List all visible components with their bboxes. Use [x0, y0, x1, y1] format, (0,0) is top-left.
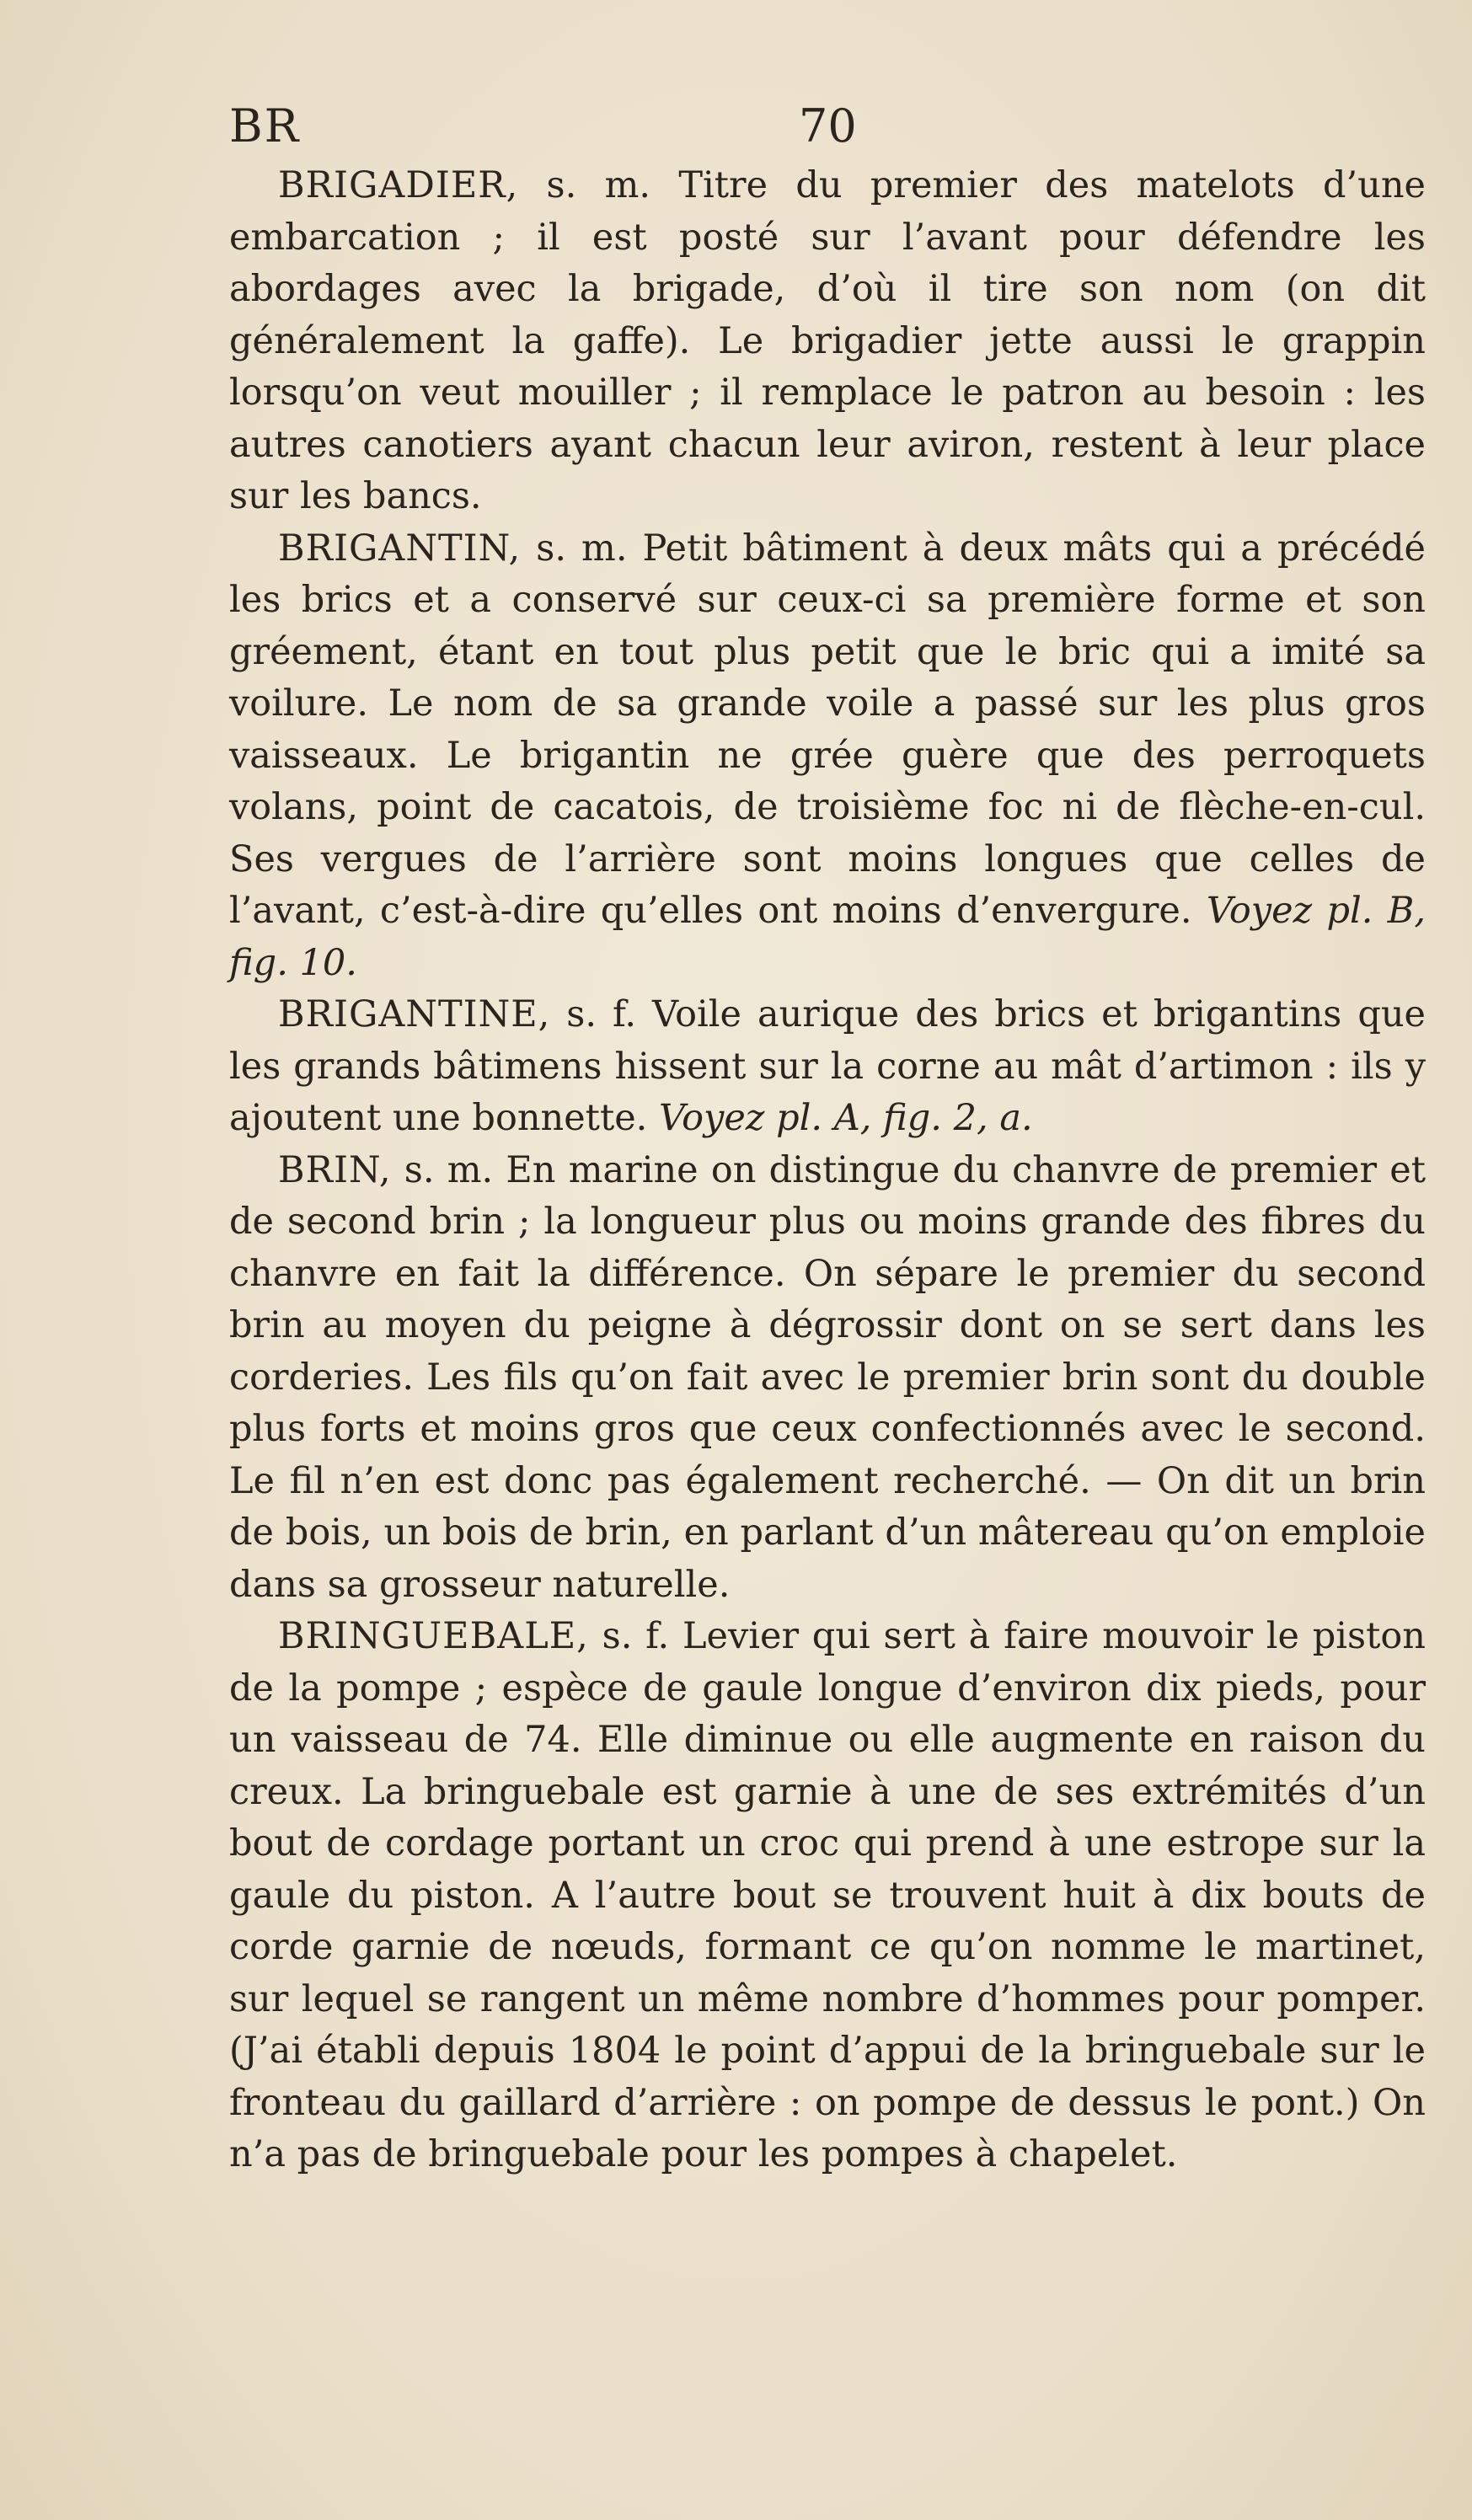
- plate-reference: Voyez pl. B, fig. 10.: [229, 890, 1426, 984]
- entry-brigadier: [229, 160, 1426, 523]
- running-head: BR: [229, 99, 301, 152]
- definition-text: Voile aurique des brics et brigantins que les grands bâtimens hissent sur la corne au mât d’artimon : ils y ajoutent une bonnette.: [229, 993, 1426, 1139]
- grammatical-label: s. m.: [518, 164, 679, 206]
- headword: BRIGADIER,: [278, 164, 519, 206]
- entry-brin: [229, 1145, 1426, 1612]
- headword: BRINGUEBALE,: [278, 1615, 589, 1657]
- grammatical-label: s. m.: [391, 1148, 506, 1191]
- headword: BRIN,: [278, 1148, 392, 1191]
- headword: BRIGANTINE,: [278, 993, 551, 1035]
- definition-text: Levier qui sert à faire mouvoir le piston de la pompe ; espèce de gaule longue d’environ dix pieds, pour un vaisseau de 74. Elle diminue ou elle augmente en raison du creux. La bringuebale est garnie à une de ses extrémités d’un bout de cordage portant un croc qui prend à une estrope sur la gaule du piston. A l’autre bout se trouvent huit à dix bouts de corde garnie de nœuds, formant ce qu’on nomme le martinet, sur lequel se rangent un même nombre d’hommes pour pomper. (J’ai établi depuis 1804 le point d’appui de la bringuebale sur le fronteau du gaillard d’arrière : on pompe de dessus le pont.) On n’a pas de bringuebale pour les pompes à chapelet.: [229, 1615, 1426, 2175]
- entry-brigantin: [229, 523, 1426, 990]
- grammatical-label: s. f.: [588, 1615, 682, 1657]
- page-header: [229, 99, 1426, 158]
- headword: BRIGANTIN,: [278, 527, 522, 570]
- dictionary-text: [229, 160, 1426, 2181]
- plate-reference: Voyez pl. A, fig. 2, a.: [659, 1097, 1033, 1139]
- page-number: 70: [799, 99, 857, 152]
- grammatical-label: s. f.: [550, 993, 653, 1035]
- grammatical-label: s. m.: [521, 527, 643, 570]
- definition-text: Petit bâtiment à deux mâts qui a précédé les brics et a conservé sur ceux-ci sa première forme et son gréement, étant en tout plus petit que le bric qui a imité sa voilure. Le nom de sa grande voile a passé sur les plus gros vaisseaux. Le brigantin ne grée guère que des perroquets volans, point de cacatois, de troisième foc ni de flèche-en-cul. Ses vergues de l’arrière sont moins longues que celles de l’avant, c’est-à-dire qu’elles ont moins d’envergure.: [229, 527, 1427, 932]
- definition-text: Titre du premier des matelots d’une embarcation ; il est posté sur l’avant pour défendre les abordages avec la brigade, d’où il tire son nom (on dit généralement la gaffe). Le brigadier jette aussi le grappin lorsqu’on veut mouiller ; il remplace le patron au besoin : les autres canotiers ayant chacun leur aviron, restent à leur place sur les bancs.: [229, 164, 1427, 517]
- entry-bringuebale: [229, 1611, 1426, 2181]
- entry-brigantine: [229, 989, 1426, 1145]
- definition-text: En marine on distingue du chanvre de premier et de second brin ; la longueur plus ou moins grande des fibres du chanvre en fait la différence. On sépare le premier du second brin au moyen du peigne à dégrossir dont on se sert dans les corderies. Les fils qu’on fait avec le premier brin sont du double plus forts et moins gros que ceux confectionnés avec le second. Le fil n’en est donc pas également recherché. — On dit un brin de bois, un bois de brin, en parlant d’un mâtereau qu’on emploie dans sa grosseur naturelle.: [229, 1148, 1426, 1606]
